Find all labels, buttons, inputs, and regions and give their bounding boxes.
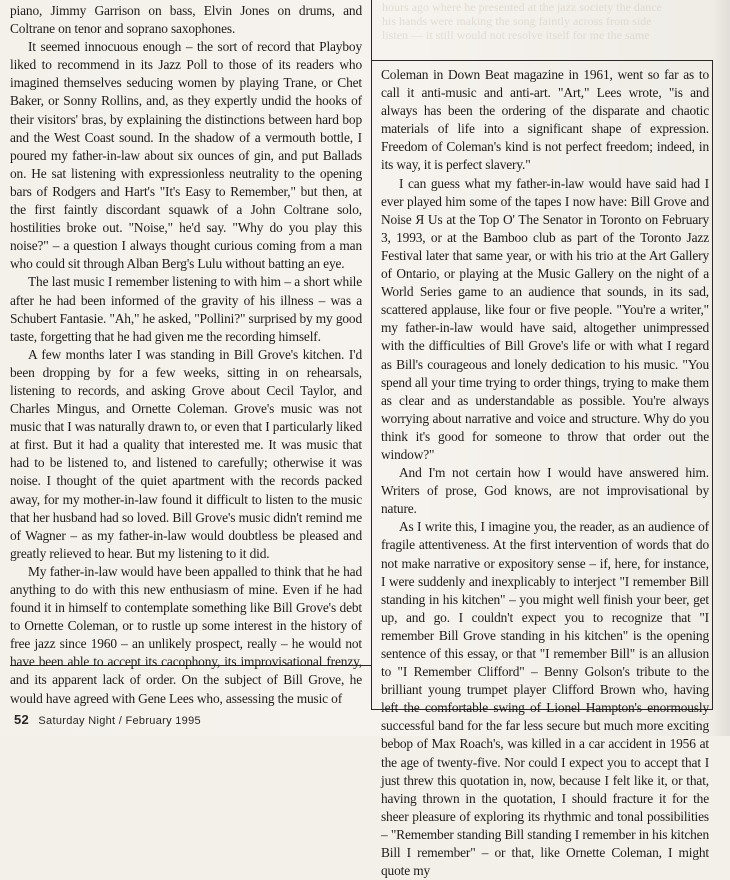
paragraph: As I write this, I imagine you, the reader, as an audience of fragile attentiveness. At the first intervention of words that do not make narrative or expository sense – if, here, for instance, I were suddenly and inexplicably to interject "I remember Bill standing in his kitchen" – you might well finish your beer, get up, and go. I couldn't expect you to recognize that "I remember Bill Grove standing in his kitchen" is the opening sentence of this essay, or that "I remember Bill" is an allusion to "I Remember Clifford" – Benny Golson's tribute to the brilliant young trumpet player Clifford Brown who, having left the comfortable swing of Lionel Hampton's enormously successful band for the far less secure but much more exciting bebop of Max Roach's, was killed in a car accident in 1956 at the age of twenty-five. Nor could I expect you to accept that I just threw this quotation in, now, because I felt like it, or that, having thrown in the quotation, I should fracture it for the sheer pleasure of exploring its rhythmic and tonal possibilities – "Remember standing Bill standing I remember in his kitchen Bill I remember" – or that, like Ornette Coleman, I might quote my	[381, 519, 709, 879]
rule-line	[371, 665, 372, 710]
paragraph: piano, Jimmy Garrison on bass, Elvin Jones on drums, and Coltrane on tenor and soprano saxophones.	[10, 3, 362, 37]
paragraph: I can guess what my father-in-law would have said had I ever played him some of the tapes I now have: Bill Grove and Noise Я Us at the Top O' The Senator in Toronto on February 3, 1993, or at the Bamboo club as part of the Toronto Jazz Festival later that same year, or with his trio at the Art Gallery of Ontario, or playing at the Music Gallery on the night of a World Series game to an audience that sounds, in its sad, scattered applause, like four or five people. "You're a writer," my father-in-law would have said, altogether unimpressed with the difficulties of Bill Grove's life or with what I regard as Bill's courageous and lonely dedication to his music. "You spend all your time trying to order things, trying to make them as clear and as understandable as possible. You're always worrying about narrative and voice and structure. Why do you think it's good for someone to throw that order out the window?"	[381, 175, 709, 462]
issue-date: February 1995	[125, 715, 201, 727]
paragraph: Coleman in Down Beat magazine in 1961, went so far as to call it anti-music and anti-art. "Art," Lees wrote, "is and always has been the ordering of the disparate and chaotic materials of life into a significant shape of expression. Freedom of Coleman's kind is not perfect freedom; indeed, in its way, it is perfect slavery."	[381, 67, 709, 173]
paragraph: It seemed innocuous enough – the sort of record that Playboy liked to recommend in its Jazz Poll to those of its readers who imagined themselves seducing women by playing Trane, or Chet Baker, or Sonny Rollins, and, as they expertly undid the hooks of their visitors' bras, by explaining the distinctions between hard bop and the West Coast sound. In the shadow of a vermouth bottle, I poured my father-in-law about six ounces of gin, and put Ballads on. He sat listening with expressionless neutrality to the opening bars of Rodgers and Hart's "It's Easy to Remember," but then, at the first faintly discordant squawk of a John Coltrane solo, hostilities broke out. "Noise," he'd say. "Why do you play this noise?" – a question I always thought curious coming from a man who could sit through Alban Berg's Lulu without batting an eye.	[10, 39, 362, 272]
footer-separator: /	[118, 715, 123, 727]
bleed-line: hours ago where he presented at the jazz society the dance	[382, 0, 662, 14]
paragraph: The last music I remember listening to with him – a short while after he had been informed of the gravity of his illness – was a Schubert Fantasie. "Ah," he asked, "Pollini?" surprised by my good taste, forgetting that he had given me the recording himself.	[10, 274, 362, 344]
paragraph: My father-in-law would have been appalled to think that he had anything to do with this new enthusiasm of mine. Even if he had found it in himself to contemplate something like Bill Grove's debt to Ornette Coleman, or to rustle up some interest in the history of free jazz since 1960 – an unlikely prospect, really – he would not have been able to accept its cacophony, its improvisational frenzy, and its apparent lack of order. On the subject of Bill Grove, he would have agreed with Gene Lees who, assessing the music of	[10, 563, 362, 706]
bleed-line: listen — it still would not resolve itself for me the same	[382, 28, 650, 42]
left-column	[10, 0, 372, 706]
rule-line	[372, 60, 712, 61]
page-number: 52	[14, 712, 30, 727]
publication-name: Saturday Night	[38, 715, 116, 727]
page-footer	[14, 712, 201, 727]
page-edge-shadow	[712, 0, 730, 736]
bleed-line: his hands were making the song faintly across from side	[382, 14, 652, 28]
paragraph: A few months later I was standing in Bill Grove's kitchen. I'd been dropping by for a few weeks, sitting in on rehearsals, listening to records, and asking Grove about Cecil Taylor, and Charles Mingus, and Ornette Coleman. Grove's music was not music that I was naturally drawn to, or even that I particularly liked at first. But it had a quality that interested me. It was music that had to be listened to, and listened to carefully; otherwise it was noise. I thought of the quiet apartment with the records packed away, for my mother-in-law found it difficult to listen to the music that her husband had so loved. Bill Grove's music didn't remind me of Wagner – as my father-in-law would doubtless be pleased and greatly relieved to hear. But my listening to it did.	[10, 346, 362, 561]
paragraph: And I'm not certain how I would have answered him. Writers of prose, God knows, are not improvisational by nature.	[381, 465, 709, 517]
bleed-through-text	[382, 0, 712, 60]
right-column	[381, 66, 709, 880]
